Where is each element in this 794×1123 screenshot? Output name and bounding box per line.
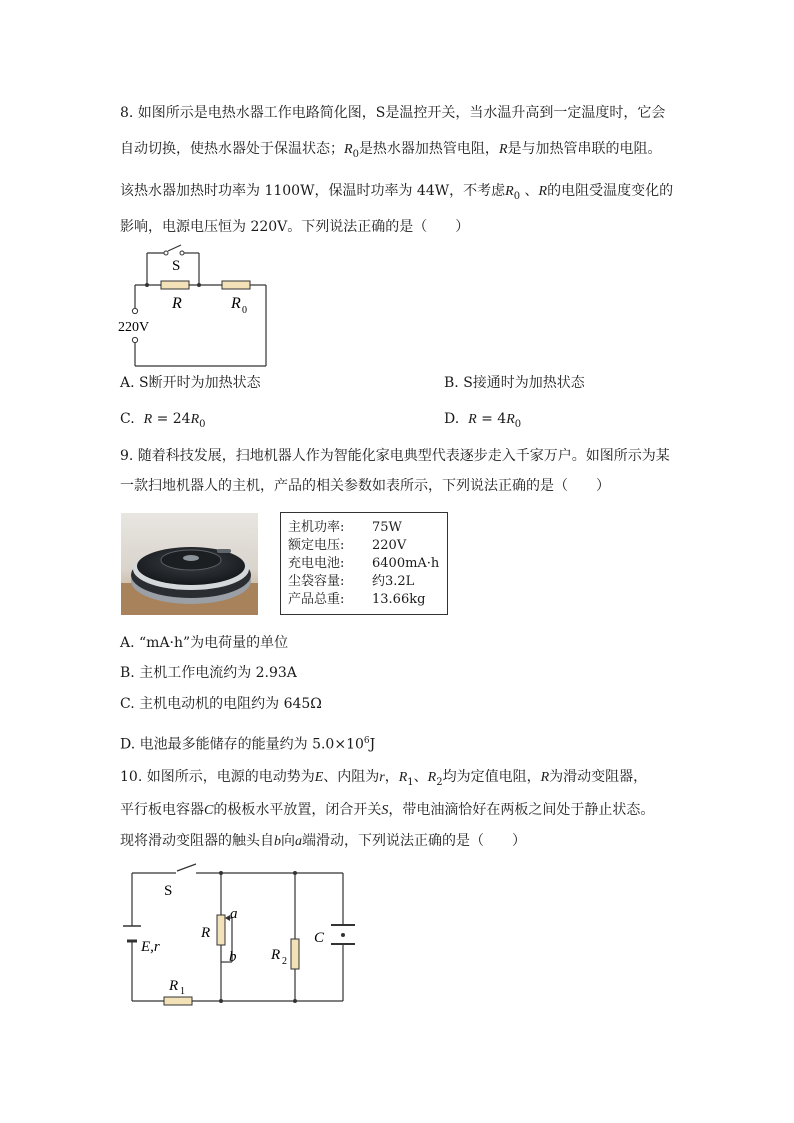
q8-option-c-r: R: [143, 412, 153, 427]
q9-option-d-text-b: J: [369, 736, 376, 753]
q10-line-1-text-a: 10. 如图所示，电源的电动势为: [120, 769, 315, 785]
q10-line-2-text-d: ，带电油滴恰好在两板之间处于静止状态。: [388, 802, 655, 818]
q10-label-cap: C: [314, 930, 325, 946]
q10-line-1-r2-sub: 2: [436, 776, 443, 788]
q8-resistor-r: [161, 281, 189, 289]
q10-line-1-e: E: [314, 770, 324, 785]
spec-row-voltage: [288, 538, 406, 554]
q9-line-1: 9. 随着科技发展，扫地机器人作为智能化家电典型代表逐步走入千家万户。如图所示为某: [120, 448, 670, 464]
q8-line-2-text-c: 是与加热管串联的电阻。: [507, 141, 662, 157]
spec-row-battery: [288, 556, 439, 572]
q8-option-c-prefix: C.: [120, 411, 135, 427]
q9-option-b[interactable]: B. 主机工作电流约为 2.93A: [120, 665, 297, 681]
q8-option-d[interactable]: [444, 409, 521, 435]
q10-line-2-text-b: 的极板水平放置，闭合开关: [213, 802, 382, 818]
q8-line-3-r0-sub: 0: [513, 190, 521, 202]
q8-label-r: R: [172, 295, 182, 312]
spec-table: [280, 512, 448, 615]
q10-line-3-text-c: 端滑动，下列说法正确的是（ ）: [302, 833, 526, 849]
spec-value: 75W: [372, 520, 402, 535]
q10-resistor-r1: [164, 997, 192, 1005]
q9-option-a[interactable]: A. “mA·h”为电荷量的单位: [120, 635, 289, 651]
q8-line-2-r0: R: [344, 142, 353, 157]
q8-line-2-text-a: 自动切换，使热水器处于保温状态；: [120, 141, 344, 157]
q10-label-r2: R: [271, 947, 281, 963]
q10-line-1-r1-sub: 1: [407, 776, 414, 788]
q10-line-1-text-d: 、: [413, 769, 428, 785]
q10-line-2: [120, 800, 654, 821]
q8-label-voltage: 220V: [118, 320, 150, 335]
q10-line-3-b: b: [274, 834, 281, 849]
q10-line-1-text-f: 为滑动变阻器，: [549, 769, 648, 785]
q8-line-3-text-b: 的电阻受温度变化的: [547, 183, 674, 199]
spec-value: 13.66kg: [372, 592, 426, 607]
q9-option-d-text-a: D. 电池最多能储存的能量约为 5.0×10: [120, 736, 364, 753]
q8-option-b[interactable]: B. S接通时为加热状态: [444, 375, 585, 391]
q10-line-1-r1: R: [398, 770, 408, 785]
q8-label-r0-sub: 0: [242, 305, 247, 316]
q8-option-d-prefix: D.: [444, 411, 460, 427]
spec-value: 6400mA·h: [372, 556, 440, 571]
q10-junction-bottom-1: [219, 999, 223, 1003]
spec-label: 产品总重:: [288, 592, 345, 607]
q10-line-3-text-b: 向: [281, 833, 295, 849]
q8-switch-blade: [168, 245, 181, 251]
q10-junction-top-2: [293, 871, 297, 875]
spec-row-power: [288, 520, 402, 536]
q10-junction-bottom-2: [293, 999, 297, 1003]
q10-switch-label: S: [164, 883, 173, 899]
q8-switch-contact-left: [164, 251, 168, 255]
q10-label-end-a: a: [230, 906, 238, 922]
q8-option-d-eq: = 4: [476, 411, 507, 427]
q10-label-rheostat: R: [201, 925, 211, 941]
q10-line-3-text-a: 现将滑动变阻器的触头自: [120, 833, 274, 849]
q10-label-r2-sub: 2: [282, 956, 287, 967]
q8-line-2-text-b: 是热水器加热管电阻，: [358, 141, 499, 157]
q9-option-d-exp: 6: [363, 736, 370, 746]
q8-option-c-eq: = 24: [152, 411, 191, 427]
q10-rheostat-r: [217, 915, 225, 945]
q8-option-c-r0: R: [190, 412, 200, 427]
q10-line-1: [120, 767, 647, 793]
q10-line-1-text-e: 均为定值电阻，: [442, 769, 541, 785]
q10-line-2-text-a: 平行板电容器: [120, 802, 204, 818]
q10-oil-drop: [341, 933, 345, 937]
q8-option-d-r0: R: [506, 412, 515, 427]
q8-line-3-text-a: 该热水器加热时功率为 1100W，保温时功率为 44W，不考虑: [120, 183, 506, 199]
spec-label: 尘袋容量:: [288, 574, 345, 589]
q8-line-2-r0-sub: 0: [352, 148, 359, 160]
q8-switch-contact-right: [180, 251, 184, 255]
q10-line-3-a: a: [295, 834, 302, 849]
spec-row-dust-bag: [288, 574, 414, 590]
q8-junction-left: [145, 283, 149, 287]
q10-junction-top-1: [219, 871, 223, 875]
q8-option-c[interactable]: [120, 409, 206, 435]
q10-slider-arrow-icon: [225, 915, 230, 921]
q10-line-2-c: C: [204, 803, 214, 818]
spec-label: 充电电池:: [288, 556, 345, 571]
q8-junction-right: [197, 283, 201, 287]
q8-option-c-r0-sub: 0: [199, 418, 206, 430]
robot-vacuum-image: [121, 513, 258, 615]
q8-line-3-r: R: [538, 184, 548, 199]
spec-label: 主机功率:: [288, 520, 345, 535]
q10-line-3: [120, 831, 526, 852]
q9-option-d[interactable]: [120, 731, 375, 755]
spec-value: 约3.2L: [372, 574, 415, 589]
q8-terminal-bottom: [132, 337, 137, 342]
q10-line-1-text-b: 、内阻为: [323, 769, 380, 785]
q8-option-d-r0-sub: 0: [514, 418, 522, 430]
spec-row-weight: [288, 592, 425, 608]
q10-line-1-r2: R: [427, 770, 437, 785]
q8-resistor-r0: [222, 281, 250, 289]
robot-vacuum-photo: [121, 513, 258, 615]
q8-switch-label: S: [172, 258, 181, 274]
q8-terminal-top: [132, 308, 137, 313]
q10-line-1-r: r: [379, 770, 385, 785]
q10-resistor-r2: [291, 939, 299, 969]
q8-line-4: 影响，电源电压恒为 220V。下列说法正确的是（ ）: [120, 219, 470, 235]
q10-label-end-b: b: [229, 949, 237, 965]
q8-label-r0: R: [231, 295, 241, 312]
q8-option-d-r: R: [468, 412, 477, 427]
q10-label-r1: R: [169, 978, 179, 994]
q10-source-label: E,r: [141, 939, 160, 955]
q10-line-2-s: S: [381, 803, 389, 818]
q10-switch-blade: [177, 864, 196, 871]
q9-line-2: 一款扫地机器人的主机，产品的相关参数如表所示，下列说法正确的是（ ）: [120, 478, 610, 494]
q8-line-3-sep: 、: [520, 183, 539, 199]
q8-line-3: [120, 181, 673, 207]
q10-label-r1-sub: 1: [180, 986, 185, 997]
spec-label: 额定电压:: [288, 538, 345, 553]
q8-option-a[interactable]: A. S断开时为加热状态: [120, 375, 261, 391]
q8-line-1: 8. 如图所示是电热水器工作电路简化图，S是温控开关，当水温升高到一定温度时，它会: [120, 105, 666, 121]
q10-line-1-text-c: ，: [384, 769, 399, 785]
q8-line-2: [120, 139, 662, 165]
q9-option-c[interactable]: C. 主机电动机的电阻约为 645Ω: [120, 696, 322, 712]
q8-line-2-r: R: [498, 142, 508, 157]
q10-line-1-rr: R: [540, 770, 550, 785]
spec-value: 220V: [372, 538, 407, 553]
q8-line-3-r0: R: [505, 184, 514, 199]
